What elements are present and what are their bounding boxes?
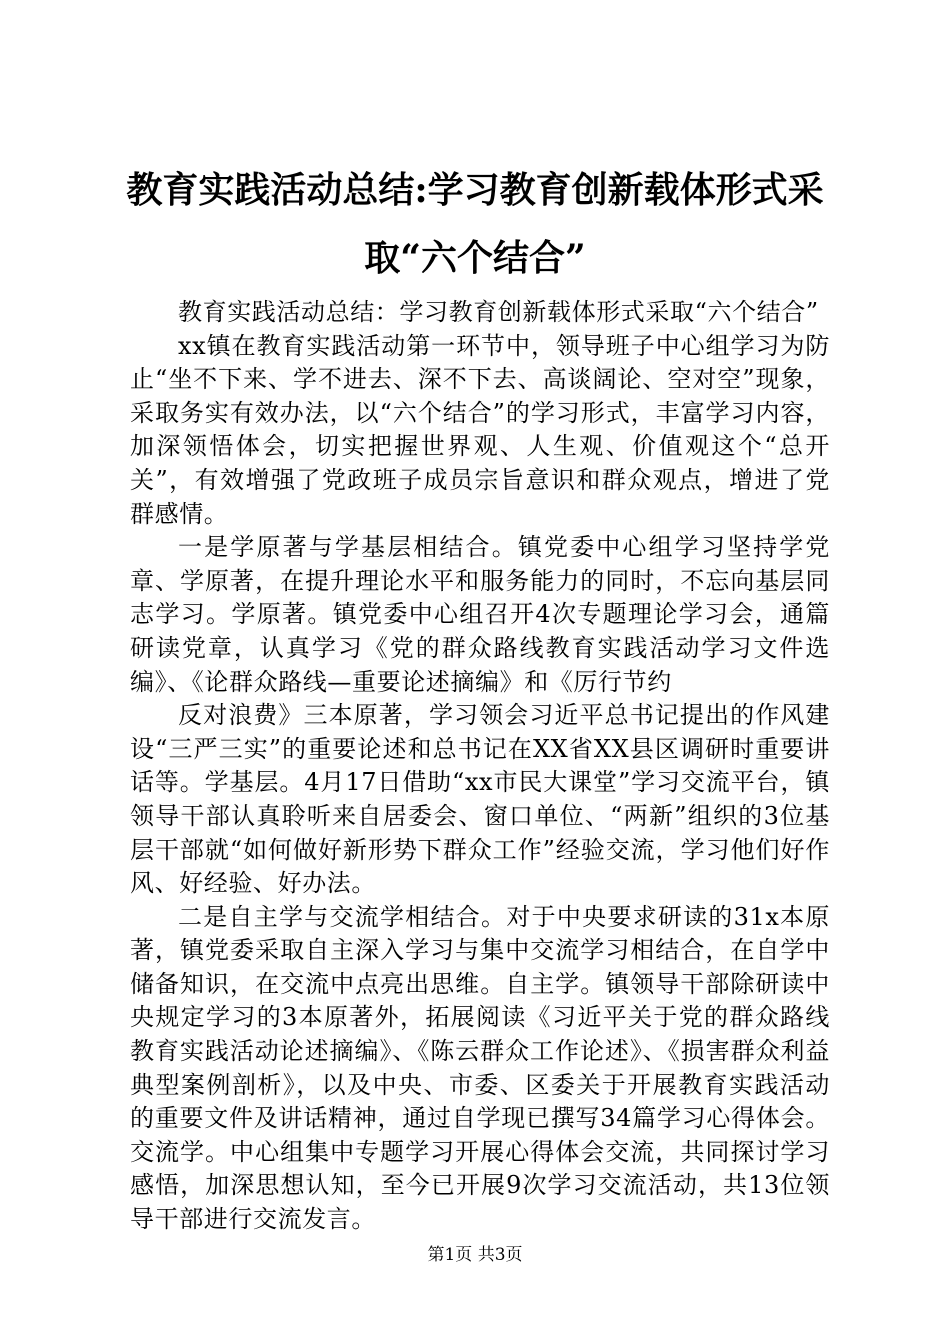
document-body bbox=[130, 296, 830, 1237]
paragraph-intro: 教育实践活动总结：学习教育创新载体形式采取“六个结合” bbox=[178, 298, 819, 326]
paragraph-point-one: 一是学原著与学基层相结合。镇党委中心组学习坚持学党章、学原著，在提升理论水平和服务能力的同时，不忘向基层同志学习。学原著。镇党委中心组召开4次专题理论学习会，通篇研读党章，认真学习《党的群众路线教育实践活动学习文件选编》、《论群众路线—重要论述摘编》和《厉行节约 bbox=[130, 533, 830, 696]
paragraph-overview: xx镇在教育实践活动第一环节中，领导班子中心组学习为防止“坐不下来、学不进去、深不下去、高谈阔论、空对空”现象，采取务实有效办法，以“六个结合”的学习形式，丰富学习内容，加深领悟体会，切实把握世界观、人生观、价值观这个“总开关”，有效增强了党政班子成员宗旨意识和群众观点，增进了党群感情。 bbox=[130, 331, 830, 528]
paragraph-point-two: 二是自主学与交流学相结合。对于中央要求研读的31x本原著，镇党委采取自主深入学习与集中交流学习相结合，在自学中储备知识，在交流中点亮出思维。自主学。镇领导干部除研读中央规定学习的3本原著外，拓展阅读《习近平关于党的群众路线教育实践活动论述摘编》、《陈云群众工作论述》、《损害群众利益典型案例剖析》，以及中央、市委、区委关于开展教育实践活动的重要文件及讲话精神，通过自学现已撰写34篇学习心得体会。交流学。中心组集中专题学习开展心得体会交流，共同探讨学习感悟，加深思想认知，至今已开展9次学习交流活动，共13位领导干部进行交流发言。 bbox=[130, 902, 830, 1234]
document-title: 教育实践活动总结:学习教育创新载体形式采取“六个结合” bbox=[126, 169, 824, 279]
page-number: 第1页 共3页 bbox=[427, 1245, 523, 1265]
paragraph-point-one-continued: 反对浪费》三本原著，学习领会习近平总书记提出的作风建设“三严三实”的重要论述和总书记在XX省XX县区调研时重要讲话等。学基层。4月17日借助“xx市民大课堂”学习交流平台，镇领导干部认真聆听来自居委会、窗口单位、“两新”组织的3位基层干部就“如何做好新形势下群众工作”经验交流，学习他们好作风、好经验、好办法。 bbox=[130, 701, 830, 898]
